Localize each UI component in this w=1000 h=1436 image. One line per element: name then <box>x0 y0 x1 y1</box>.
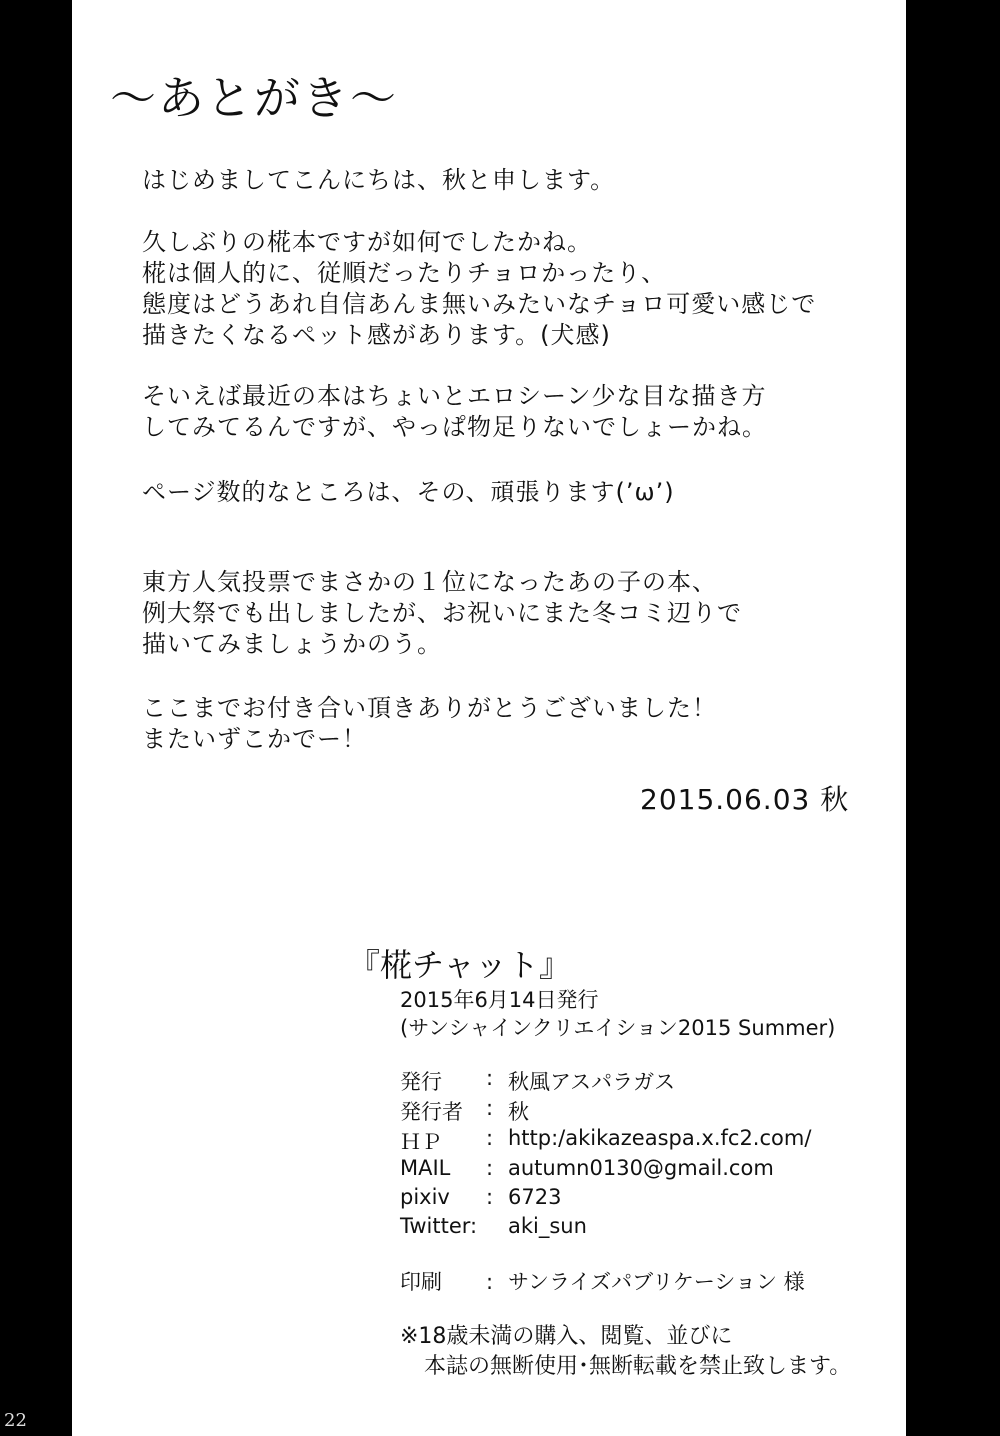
signature-date: 2015.06.03 秋 <box>640 783 850 816</box>
afterword-paragraph-4 <box>142 477 675 508</box>
text-line: 態度はどうあれ自信あんま無いみたいなチョロ可愛い感じで <box>142 290 817 318</box>
printer-row <box>400 1266 805 1296</box>
event-name: (サンシャインクリエイション2015 Summer) <box>400 1016 836 1040</box>
page-number: 22 <box>4 1410 27 1431</box>
email-address: autumn0130@gmail.com <box>508 1156 774 1180</box>
text-line: またいずこかでー！ <box>142 725 367 753</box>
left-border <box>0 0 72 1436</box>
publisher-info-table <box>400 1066 811 1243</box>
colophon-title: 『椛チャット』 <box>348 946 572 984</box>
info-separator: : <box>486 1185 494 1209</box>
afterword-paragraph-6 <box>142 693 717 755</box>
afterword-paragraph-1 <box>142 165 615 196</box>
info-separator: : <box>486 1126 494 1150</box>
info-key: Twitter: <box>400 1214 478 1238</box>
publish-date: 2015年6月14日発行 <box>400 988 599 1012</box>
text-line: 描きたくなるペット感があります。(犬感) <box>142 321 611 349</box>
text-line: はじめましてこんにちは、秋と申します。 <box>142 166 616 194</box>
info-value: 秋 <box>508 1100 529 1124</box>
afterword-paragraph-3 <box>142 381 767 443</box>
afterword-paragraph-2 <box>142 227 816 351</box>
info-separator: : <box>486 1066 494 1090</box>
info-row-issuer <box>400 1096 811 1126</box>
text-line: してみてるんですが、やっぱ物足りないでしょーかね。 <box>142 413 767 441</box>
text-line: ページ数的なところは、その、頑張ります(’ω’) <box>142 478 675 506</box>
info-key: 印刷 <box>400 1270 442 1294</box>
info-key: MAIL <box>400 1156 451 1180</box>
info-row-mail <box>400 1156 811 1185</box>
info-separator: : <box>486 1270 494 1294</box>
afterword-paragraph-5 <box>142 567 742 660</box>
text-line: 描いてみましょうかのう。 <box>142 630 442 658</box>
right-border <box>906 0 1000 1436</box>
notice-line: ※18歳未満の購入、閲覧、並びに <box>400 1324 733 1349</box>
info-value: 秋風アスパラガス <box>508 1070 676 1094</box>
info-row-pixiv <box>400 1185 811 1214</box>
text-line: ここまでお付き合い頂きありがとうございました！ <box>142 694 717 722</box>
info-value: aki_sun <box>508 1214 587 1238</box>
info-key: pixiv <box>400 1185 450 1209</box>
info-row-publisher <box>400 1066 811 1096</box>
info-separator: : <box>486 1156 494 1180</box>
info-key: 発行者 <box>400 1100 463 1124</box>
info-key: ＨＰ <box>400 1130 442 1154</box>
age-notice <box>400 1322 851 1382</box>
info-value: 6723 <box>508 1185 562 1209</box>
info-row-homepage <box>400 1126 811 1156</box>
homepage-link: http:/akikazeaspa.x.fc2.com/ <box>508 1126 812 1150</box>
text-line: 椛は個人的に、従順だったりチョロかったり、 <box>142 259 667 287</box>
info-separator <box>486 1214 508 1243</box>
notice-line: 本誌の無断使用･無断転載を禁止致します。 <box>424 1354 852 1379</box>
info-row-twitter <box>400 1214 811 1243</box>
info-value: サンライズパブリケーション 様 <box>508 1270 805 1294</box>
info-key: 発行 <box>400 1070 442 1094</box>
info-separator: : <box>486 1096 494 1120</box>
afterword-title: ～あとがき～ <box>110 71 398 125</box>
text-line: 東方人気投票でまさかの１位になったあの子の本、 <box>142 568 717 596</box>
text-line: 例大祭でも出しましたが、お祝いにまた冬コミ辺りで <box>142 599 742 627</box>
text-line: そいえば最近の本はちょいとエロシーン少な目な描き方 <box>142 382 767 410</box>
text-line: 久しぶりの椛本ですが如何でしたかね。 <box>142 228 592 256</box>
